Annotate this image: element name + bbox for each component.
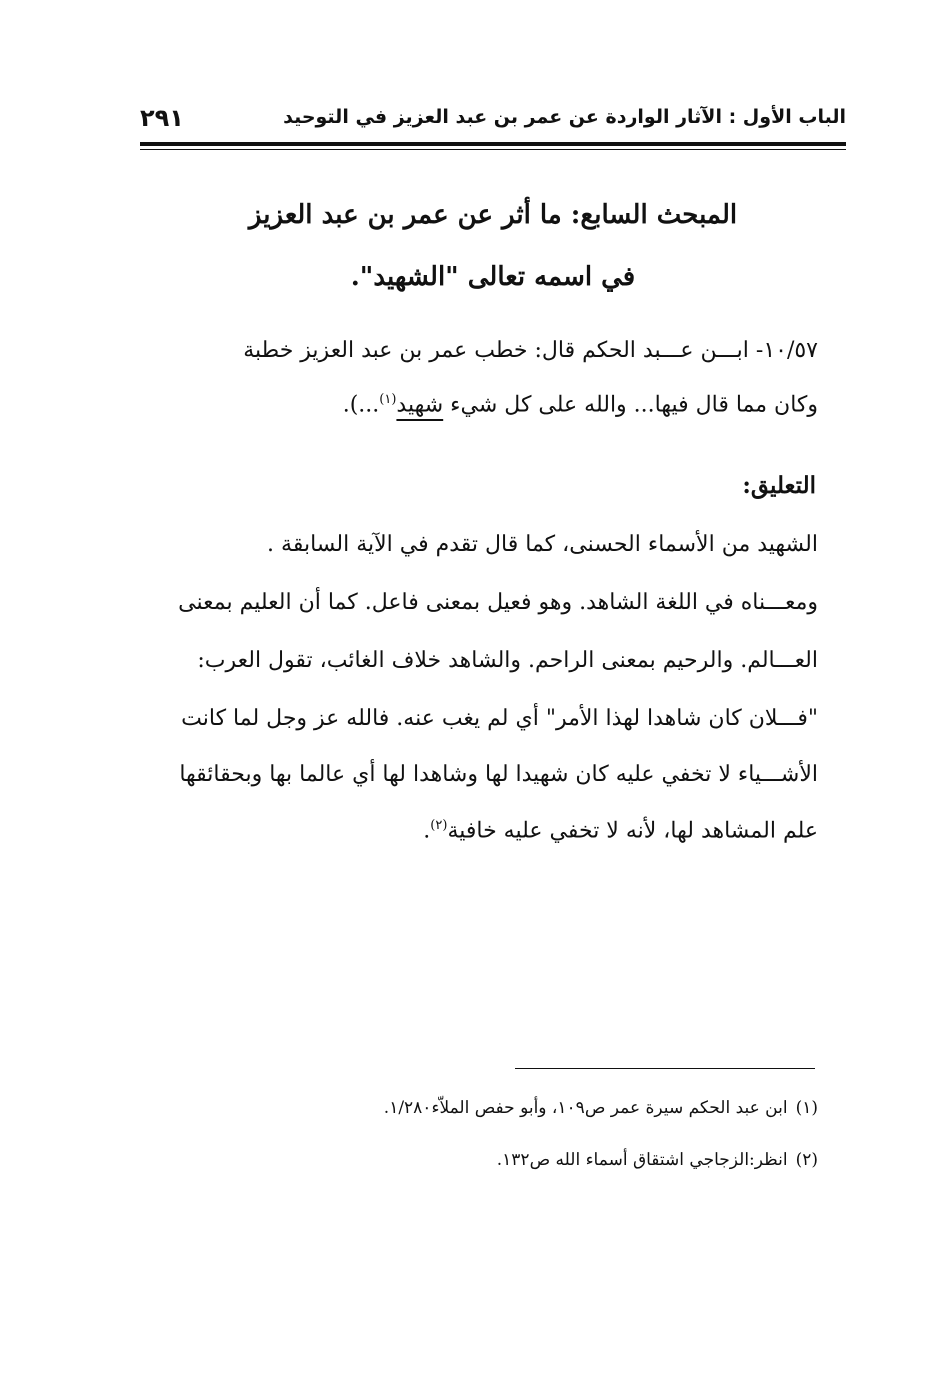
commentary-line3-text: العـــالم. والرحيم بمعنى الراحم. والشاهد خلاف الغائب، تقول العرب: bbox=[197, 648, 818, 673]
commentary-line6-text bbox=[423, 818, 818, 843]
narration-line1-text: ١٠/٥٧- ابـــن عـــبد الحكم قال: خطب عمر بن عبد العزيز خطبة bbox=[243, 338, 818, 363]
footnote-1 bbox=[384, 1098, 818, 1118]
header-title: الباب الأول : الآثار الواردة عن عمر بن عبد العزيز في التوحيد bbox=[283, 106, 846, 128]
commentary-line6-end: . bbox=[423, 818, 431, 844]
footnote-2-text: انظر:الزجاجي اشتقاق أسماء الله ص١٣٢. bbox=[496, 1150, 788, 1170]
footnote-ref-2[interactable]: (٢) bbox=[430, 818, 448, 833]
footnote-2 bbox=[497, 1150, 818, 1170]
section-title-line2: في اسمه تعالى "الشهيد". bbox=[350, 262, 636, 292]
footnote-separator bbox=[515, 1068, 815, 1069]
narration-line2-before: وكان مما قال فيها... والله على كل شيء bbox=[443, 392, 818, 418]
page-number: ٢٩١ bbox=[140, 104, 184, 132]
commentary-line5-text: الأشـــياء لا تخفي عليه كان شهيدا لها وشاهدا لها أي عالما بها وبحقائقها bbox=[179, 762, 818, 787]
underlined-word: شهيد bbox=[396, 392, 444, 418]
running-header bbox=[140, 104, 846, 140]
header-rule-thick bbox=[140, 142, 846, 146]
footnote-1-text: ابن عبد الحكم سيرة عمر ص١٠٩، وأبو حفص الملاّء١/٢٨٠. bbox=[383, 1098, 788, 1118]
commentary-line2-text: ومعـــناه في اللغة الشاهد. وهو فعيل بمعنى فاعل. كما أن العليم بمعنى bbox=[178, 590, 818, 615]
commentary-heading: التعليق: bbox=[742, 472, 816, 499]
footnote-ref-1[interactable]: (١) bbox=[379, 392, 397, 407]
narration-line2-text bbox=[343, 392, 818, 417]
commentary-line4-text: "فـــلان كان شاهدا لهذا الأمر" أي لم يغب عنه. فالله عز وجل لما كانت bbox=[181, 706, 818, 731]
commentary-line1-text: الشهيد من الأسماء الحسنى، كما قال تقدم في الآية السابقة . bbox=[267, 532, 818, 557]
section-title-line1: المبحث السابع: ما أثر عن عمر بن عبد العزيز bbox=[248, 200, 738, 230]
footnote-2-number: (٢) bbox=[795, 1150, 818, 1170]
footnote-1-number: (١) bbox=[795, 1098, 818, 1118]
commentary-line6-body: علم المشاهد لها، لأنه لا تخفي عليه خافية bbox=[447, 818, 818, 844]
narration-line2-after: ...). bbox=[342, 392, 380, 418]
header-rule-thin bbox=[140, 149, 846, 150]
